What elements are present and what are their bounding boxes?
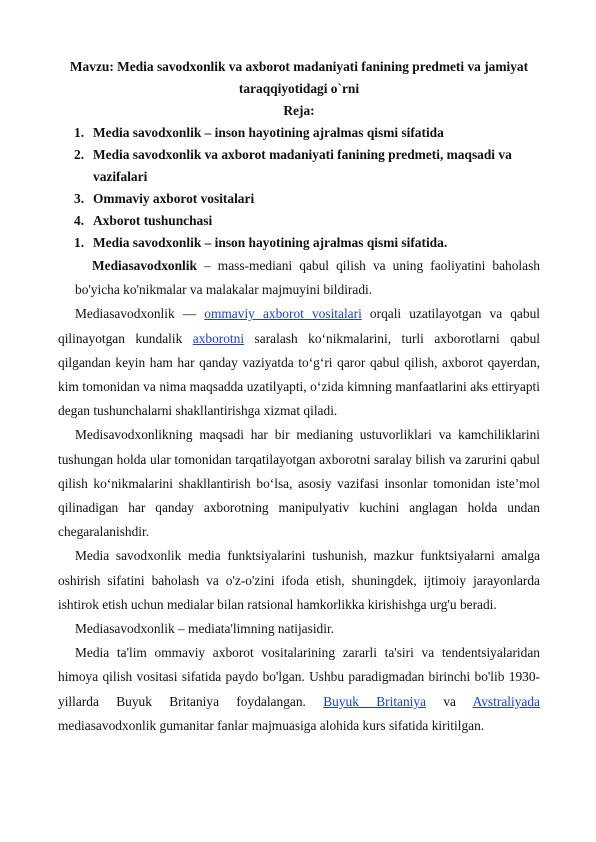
- section-number: 1.: [74, 235, 85, 250]
- paragraph-text: Media ta'lim ommaviy axborot vositalarining zararli ta'siri va tendentsiyalaridan himoya qilish vositasi sifatida paydo bo'lgan. Ushbu paradigmadan birinchi bo'lib 1930-yillarda Buyuk Britaniya foydalangan.: [58, 645, 540, 709]
- paragraph-goal: Medisavodxonlikning maqsadi har bir medianing ustuvorliklari va kamchiliklarini tushungan holda ular tomonidan tarqatilayotgan axborotni saralay bilish va zarurini qabul qilish ko‘nikmalarini shakllantirish bo‘lsa, asosiy vazifasi insonlar tomonidan iste’mol qilinadigan har qanday axborotning manipulyativ kuchini anglagan holda undan chegaralanishdir.: [58, 427, 540, 540]
- paragraph-result: Mediasavodxonlik – mediata'limning natijasidir.: [75, 621, 335, 637]
- paragraph-text: va: [426, 693, 473, 709]
- section-heading-text: Media savodxonlik – inson hayotining ajralmas qismi sifatida.: [93, 235, 448, 250]
- plan-item: [58, 144, 540, 188]
- paragraph-skills: [58, 302, 540, 423]
- plan-item-number: 2.: [74, 147, 85, 162]
- plan-heading: Reja:: [283, 103, 315, 118]
- plan-item-text: Media savodxonlik va axborot madaniyati fanining predmeti, maqsadi va vazifalari: [93, 147, 512, 184]
- paragraph-text: orqali uzatilayotgan va qabul qilinayotgan kundalik: [58, 306, 540, 346]
- paragraph-text: – mass-mediani qabul qilish va uning faoliyatini baholash bo'yicha ko'nikmalar va malakalar majmuyini bildiradi.: [75, 258, 540, 298]
- link-buyuk-britaniya[interactable]: Buyuk Britaniya: [323, 693, 427, 709]
- paragraph-media-education: [58, 641, 540, 738]
- document-page: [58, 56, 540, 738]
- plan-item: [58, 210, 540, 232]
- plan-item-text: Ommaviy axborot vositalari: [93, 191, 255, 206]
- plan-item-text: Axborot tushunchasi: [93, 213, 213, 228]
- plan-item: [58, 188, 540, 210]
- link-axborotni[interactable]: axborotni: [192, 330, 245, 346]
- paragraph-definition: [58, 254, 540, 302]
- link-avstraliyada[interactable]: Avstraliyada: [472, 693, 540, 709]
- paragraph-text: Mediasavodxonlik —: [75, 306, 205, 322]
- term-mediasavodxonlik: Mediasavodxonlik: [92, 258, 197, 273]
- plan-item-number: 1.: [74, 125, 85, 140]
- plan-item-number: 3.: [74, 191, 85, 206]
- plan-item-text: Media savodxonlik – inson hayotining ajralmas qismi sifatida: [93, 125, 444, 140]
- paragraph-text: mediasavodxonlik gumanitar fanlar majmuasiga alohida kurs sifatida kiritilgan.: [58, 717, 485, 733]
- document-title: Mavzu: Media savodxonlik va axborot madaniyati fanining predmeti va jamiyat taraqqiyotidagi o`rni: [69, 59, 529, 96]
- section-heading: [58, 232, 540, 254]
- plan-list: [58, 122, 540, 232]
- plan-item-number: 4.: [74, 213, 85, 228]
- paragraph-functions: Media savodxonlik media funktsiyalarini tushunish, mazkur funktsiyalarni amalga oshirish sifatini baholash va o'z-o'zini ifoda etish, shuningdek, ijtimoiy jarayonlarda ishtirok etish uchun medialar bilan ratsional hamkorlikka kirishishga urg'u beradi.: [58, 548, 540, 612]
- plan-item: [58, 122, 540, 144]
- link-ommaviy-axborot-vositalari[interactable]: ommaviy axborot vositalari: [204, 306, 362, 322]
- paragraph-text: saralash ko‘nikmalarini, turli axborotlarni qabul qilgandan keyin ham har qanday vaziyatda to‘g‘ri qaror qabul qilish, axborot qayerdan, kim tomonidan va nima maqsadda uzatilyapti, o‘zida kimning manfaatlarini aks ettiryapti degan tushunchalarni shakllantirishga xizmat qiladi.: [58, 330, 540, 419]
